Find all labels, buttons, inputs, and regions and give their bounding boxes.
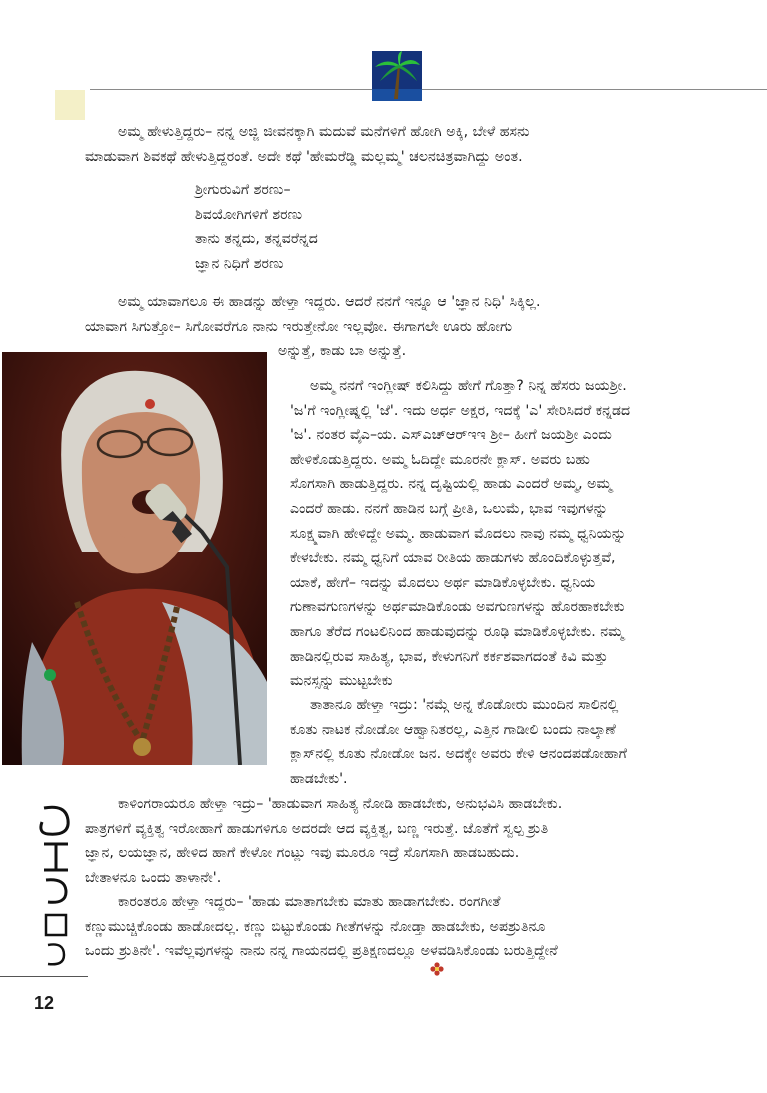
text-line: ಪಾತ್ರಗಳಿಗೆ ವ್ಯಕ್ತಿತ್ವ ಇರೋಹಾಗೆ ಹಾಡುಗಳಿಗೂ ಅದರದೇ ಆದ ವ್ಯಕ್ತಿತ್ವ, ಬಣ್ಣ ಇರುತ್ತೆ. ಜೊತೆಗೆ ಸ್ವಲ್ಪ ಶ್ರುತಿ bbox=[85, 820, 549, 837]
text-line: 'ಜ'ಗೆ ಇಂಗ್ಲೀಷ್ನಲ್ಲಿ 'ಜೆ'. ಇದು ಅರ್ಧ ಅಕ್ಷರ, ಇದಕ್ಕೆ 'ಎ' ಸೇರಿಸಿದರೆ ಕನ್ನಡದ bbox=[290, 402, 631, 419]
text-line: ಅಮ್ಮ ನನಗೆ ಇಂಗ್ಲೀಷ್ ಕಲಿಸಿದ್ದು ಹೇಗೆ ಗೊತ್ತಾ? ನಿನ್ನ ಹೆಸರು ಜಯಶ್ರೀ. bbox=[310, 378, 627, 394]
text-line: ಕಾಳಿಂಗರಾಯರೂ ಹೇಳ್ತಾ ಇದ್ರು– 'ಹಾಡುವಾಗ ಸಾಹಿತ್ಯ ನೋಡಿ ಹಾಡಬೇಕು, ಅನುಭವಿಸಿ ಹಾಡಬೇಕು. bbox=[118, 796, 563, 812]
verse-line: ಶ್ರೀಗುರುವಿಗೆ ಶರಣು– bbox=[195, 182, 291, 198]
paragraph-4 bbox=[290, 693, 627, 791]
text-line: ಕಾರಂತರೂ ಹೇಳ್ತಾ ಇದ್ದರು– 'ಹಾಡು ಮಾತಾಗಬೇಕು ಮಾತು ಹಾಡಾಗಬೇಕು. ರಂಗಗೀತೆ bbox=[118, 894, 501, 910]
verse-block bbox=[195, 178, 318, 276]
paragraph-1 bbox=[85, 120, 530, 169]
text-line: ಮಾಡುವಾಗ ಶಿವಕಥೆ ಹೇಳುತ್ತಿದ್ದರಂತೆ. ಅದೇ ಕಥೆ 'ಹೇಮರೆಡ್ಡಿ ಮಲ್ಲಮ್ಮ' ಚಲನಚಿತ್ರವಾಗಿದ್ದು ಅಂತ. bbox=[85, 148, 523, 165]
text-line: ಮನಸ್ಸನ್ನು ಮುಟ್ಟಬೇಕು bbox=[290, 673, 393, 690]
palm-tree-icon bbox=[372, 51, 422, 101]
text-line: ಕ್ಲಾಸ್‌ನಲ್ಲಿ ಕೂತು ನೋಡೋ ಜನ. ಅದಕ್ಕೇ ಅವರು ಕೇಳಿ ಆನಂದಪಡೋಹಾಗೆ bbox=[290, 746, 627, 763]
text-line: ಅಮ್ಮ ಯಾವಾಗಲೂ ಈ ಹಾಡನ್ನು ಹೇಳ್ತಾ ಇದ್ದರು. ಆದರೆ ನನಗೆ ಇನ್ನೂ ಆ 'ಜ್ಞಾನ ನಿಧಿ' ಸಿಕ್ಕಿಲ್ಲ. bbox=[118, 294, 541, 310]
magazine-title-logo bbox=[36, 800, 76, 970]
verse-line: ಜ್ಞಾನ ನಿಧಿಗೆ ಶರಣು bbox=[195, 255, 284, 272]
flower-ornament-icon bbox=[430, 962, 444, 976]
text-line: ಕಣ್ಣುಮುಚ್ಚಿಕೊಂಡು ಹಾಡೋದಲ್ಲ. ಕಣ್ಣು ಬಿಟ್ಟುಕೊಂಡು ಗೀತೆಗಳನ್ನು ನೋಡ್ತಾ ಹಾಡಬೇಕು, ಅಪಶ್ರುತಿನೂ bbox=[85, 918, 546, 935]
text-line: ಹಾಡಬೇಕು'. bbox=[290, 770, 348, 787]
singer-photo bbox=[2, 352, 267, 765]
text-line: ಕೇಳಬೇಕು. ನಮ್ಮ ಧ್ವನಿಗೆ ಯಾವ ರೀತಿಯ ಹಾಡುಗಳು ಹೊಂದಿಕೊಳ್ಳುತ್ತವೆ, bbox=[290, 550, 616, 567]
text-line: 'ಜ'. ನಂತರ ವೈಎ–ಯ. ಎಸ್‌ಎಚ್‌ಆರ್‌ಇಇ ಶ್ರೀ– ಹೀಗೆ ಜಯಶ್ರೀ ಎಂದು bbox=[290, 427, 612, 444]
corner-decoration bbox=[55, 90, 85, 120]
text-line: ಕೂತು ನಾಟಕ ನೋಡೋ ಆಹ್ವಾನಿತರಲ್ಲ, ಎತ್ತಿನ ಗಾಡೀಲಿ ಬಂದು ನಾಲ್ಕಾಣೆ bbox=[290, 721, 616, 738]
footer-rule bbox=[0, 976, 88, 977]
text-line: ಯಾವಾಗ ಸಿಗುತ್ತೋ– ಸಿಗೋವರೆಗೂ ನಾನು ಇರುತ್ತೇನೋ ಇಲ್ಲವೋ. ಈಗಾಗಲೇ ಊರು ಹೋಗು bbox=[85, 318, 513, 335]
text-line: ಹಾಡಿನಲ್ಲಿರುವ ಸಾಹಿತ್ಯ, ಭಾವ, ಕೇಳುಗನಿಗೆ ಕರ್ಕಶವಾಗದಂತೆ ಕಿವಿ ಮತ್ತು bbox=[290, 648, 608, 665]
text-line: ಬೇತಾಳನೂ ಒಂದು ತಾಳಾನೇ'. bbox=[85, 869, 222, 886]
text-line: ಯಾಕೆ, ಹೇಗೆ– ಇದನ್ನು ಮೊದಲು ಅರ್ಥ ಮಾಡಿಕೊಳ್ಳಬೇಕು. ಧ್ವನಿಯ bbox=[290, 574, 596, 591]
verse-line: ಶಿವಯೋಗಿಗಳಿಗೆ ಶರಣು bbox=[195, 206, 303, 223]
text-line: ಗುಣಾವಗುಣಗಳನ್ನು ಅರ್ಥಮಾಡಿಕೊಂಡು ಅವಗುಣಗಳನ್ನು ಹೊರಹಾಕಬೇಕು bbox=[290, 599, 625, 616]
text-line: ಸೂಕ್ಷ್ಮವಾಗಿ ಹೇಳಿದ್ದೇ ಅಮ್ಮ. ಹಾಡುವಾಗ ಮೊದಲು ನಾವು ನಮ್ಮ ಧ್ವನಿಯನ್ನು bbox=[290, 525, 627, 542]
text-line: ಹಾಗೂ ತೆರೆದ ಗಂಟಲಿನಿಂದ ಹಾಡುವುದನ್ನು ರೂಢಿ ಮಾಡಿಕೊಳ್ಳಬೇಕು. ನಮ್ಮ bbox=[290, 623, 624, 640]
text-line: ಅನ್ನುತ್ತೆ, ಕಾಡು ಬಾ ಅನ್ನುತ್ತೆ. bbox=[278, 343, 407, 360]
text-line: ಒಂದು ಶ್ರುತಿನೇ'. ಇವೆಲ್ಲವುಗಳನ್ನು ನಾನು ನನ್ನ ಗಾಯನದಲ್ಲಿ ಪ್ರತಿಕ್ಷಣದಲ್ಲೂ ಅಳವಡಿಸಿಕೊಂಡು ಬರುತ್ತಿದ್ದೇನೆ bbox=[85, 943, 558, 960]
paragraph-5 bbox=[85, 792, 563, 890]
verse-line: ತಾನು ತನ್ನದು, ತನ್ನವರೆನ್ನದ bbox=[195, 231, 318, 248]
text-line: ಎಂದರೆ ಹಾಡು. ನನಗೆ ಹಾಡಿನ ಬಗ್ಗೆ ಪ್ರೀತಿ, ಒಲುಮೆ, ಭಾವ ಇವುಗಳನ್ನು bbox=[290, 500, 608, 517]
text-line: ಜ್ಞಾನ, ಲಯಜ್ಞಾನ, ಹೇಳಿದ ಹಾಗೆ ಕೇಳೋ ಗಂಟ್ಲು ಇವು ಮೂರೂ ಇದ್ರೆ ಸೊಗಸಾಗಿ ಹಾಡಬಹುದು. bbox=[85, 845, 520, 862]
page-number: 12 bbox=[34, 993, 55, 1013]
paragraph-3 bbox=[290, 374, 630, 694]
text-line: ಹೇಳಿಕೊಡುತ್ತಿದ್ದರು. ಅಮ್ಮ ಓದಿದ್ದೇ ಮೂರನೇ ಕ್ಲಾಸ್. ಅವರು ಬಹು bbox=[290, 451, 590, 468]
paragraph-6 bbox=[85, 890, 558, 964]
header-rule bbox=[90, 89, 767, 90]
text-line: ಅಮ್ಮ ಹೇಳುತ್ತಿದ್ದರು– ನನ್ನ ಅಜ್ಜಿ ಜೀವನಕ್ಕಾಗಿ ಮದುವೆ ಮನೆಗಳಿಗೆ ಹೋಗಿ ಅಕ್ಕಿ, ಬೇಳೆ ಹಸನು bbox=[118, 124, 530, 140]
text-line: ತಾತಾನೂ ಹೇಳ್ತಾ ಇದ್ರು: 'ನಮ್ಗೆ ಅನ್ನ ಕೊಡೋರು ಮುಂದಿನ ಸಾಲಿನಲ್ಲಿ bbox=[310, 697, 619, 713]
text-line: ಸೊಗಸಾಗಿ ಹಾಡುತ್ತಿದ್ದರು. ನನ್ನ ದೃಷ್ಟಿಯಲ್ಲಿ ಹಾಡು ಎಂದರೆ ಅಮ್ಮ, ಅಮ್ಮ bbox=[290, 476, 612, 493]
